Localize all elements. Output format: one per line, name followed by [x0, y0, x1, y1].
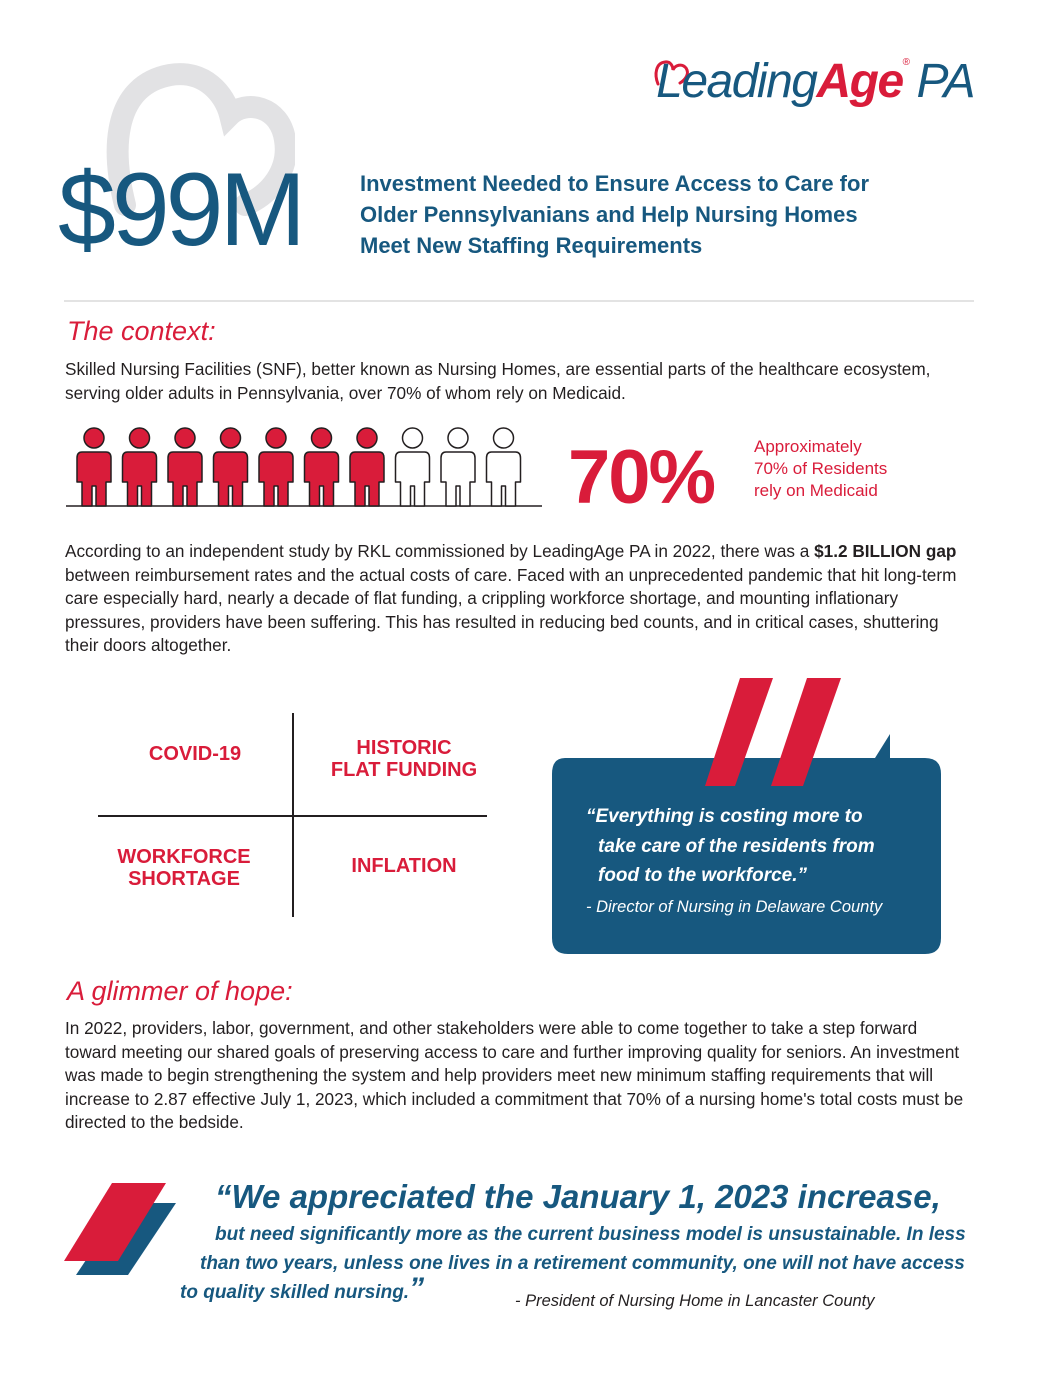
quote-line: take care of the residents from	[598, 835, 875, 857]
factor-line: HISTORIC	[356, 737, 452, 759]
grid-horizontal-divider	[98, 815, 487, 817]
quote-line: than two years, unless one lives in a retirement community, one will not have access	[200, 1253, 965, 1274]
president-quote-lead: “We appreciated the January 1, 2023 increase,	[215, 1178, 941, 1215]
director-quote	[586, 802, 926, 891]
study-gap-highlight: $1.2 BILLION gap	[814, 541, 957, 561]
factor-covid: COVID-19	[148, 743, 242, 765]
person-icon-outline	[441, 428, 475, 506]
medicaid-note-line: rely on Medicaid	[754, 481, 878, 500]
factor-line: WORKFORCE	[117, 846, 251, 868]
person-icon-filled	[259, 428, 293, 506]
quote-stripes-graphic	[62, 1183, 182, 1283]
header-divider	[64, 300, 974, 302]
person-icon-filled	[214, 428, 248, 506]
context-heading: The context:	[67, 316, 216, 346]
logo-text-age: Age	[816, 55, 903, 108]
logo-registered-mark: ®	[902, 57, 909, 68]
medicaid-note-line: Approximately	[754, 437, 862, 456]
person-icon-filled	[305, 428, 339, 506]
person-icon-filled	[77, 428, 111, 506]
person-icon-filled	[123, 428, 157, 506]
person-icon-filled	[350, 428, 384, 506]
headline-line: Investment Needed to Ensure Access to Care for	[360, 171, 870, 196]
medicaid-note	[754, 436, 934, 502]
headline	[360, 168, 980, 261]
study-text-end: between reimbursement rates and the actual costs of care. Faced with an unprecedented pandemic that hit long-term care especially hard, nearly a decade of flat funding, a crippling workforce shortage, and mounting inflationary pressures, providers have been suffering. This has resulted in reducing bed counts, and in critical cases, shuttering their doors altogether.	[65, 564, 957, 655]
factor-line: FLAT FUNDING	[330, 759, 478, 781]
medicaid-note-line: 70% of Residents	[754, 459, 888, 478]
medicaid-percentage: 70%	[568, 435, 715, 520]
quote-line: to quality skilled nursing.	[180, 1282, 410, 1303]
study-text-start: According to an independent study by RKL commissioned by LeadingAge PA in 2022, there was a	[65, 541, 815, 561]
factor-line: SHORTAGE	[128, 868, 240, 890]
residents-people-graphic	[66, 426, 544, 518]
headline-line: Older Pennsylvanians and Help Nursing Homes	[360, 202, 858, 227]
director-quote-attribution: - Director of Nursing in Delaware County	[586, 898, 883, 916]
factor-workforce-shortage	[90, 846, 278, 890]
factor-flat-funding	[300, 737, 508, 781]
quote-line: food to the workforce.”	[598, 865, 807, 886]
logo-text-pa: PA	[916, 55, 974, 108]
hope-paragraph: In 2022, providers, labor, government, and other stakeholders were able to come together to take a step forward toward meeting our shared goals of preserving access to care and further improving quality for seniors. An investment was made to begin strengthening the system and help providers meet new minimum staffing requirements that will increase to 2.87 effective July 1, 2023, which included a commitment that 70% of a nursing home's total costs must be directed to the bedside.	[65, 1018, 964, 1132]
logo-text-leading: Leading	[656, 55, 817, 108]
investment-amount: $99M	[58, 152, 303, 268]
person-icon-filled	[168, 428, 202, 506]
headline-line: Meet New Staffing Requirements	[360, 233, 703, 258]
factor-inflation: INFLATION	[351, 855, 457, 877]
quote-line: but need significantly more as the current business model is unsustainable. In less	[215, 1224, 966, 1245]
president-quote-attribution: - President of Nursing Home in Lancaster County	[515, 1292, 875, 1310]
leadingage-pa-logo	[656, 55, 974, 108]
hope-heading: A glimmer of hope:	[67, 976, 293, 1006]
study-paragraph	[65, 540, 970, 658]
context-paragraph: Skilled Nursing Facilities (SNF), better known as Nursing Homes, are essential parts of the healthcare ecosystem, serving older adults in Pennsylvania, over 70% of whom rely on Medicaid.	[65, 359, 931, 403]
person-icon-outline	[487, 428, 521, 506]
person-icon-outline	[396, 428, 430, 506]
quote-line: “Everything is costing more to	[586, 806, 863, 827]
closing-quote-mark: ”	[409, 1272, 425, 1305]
